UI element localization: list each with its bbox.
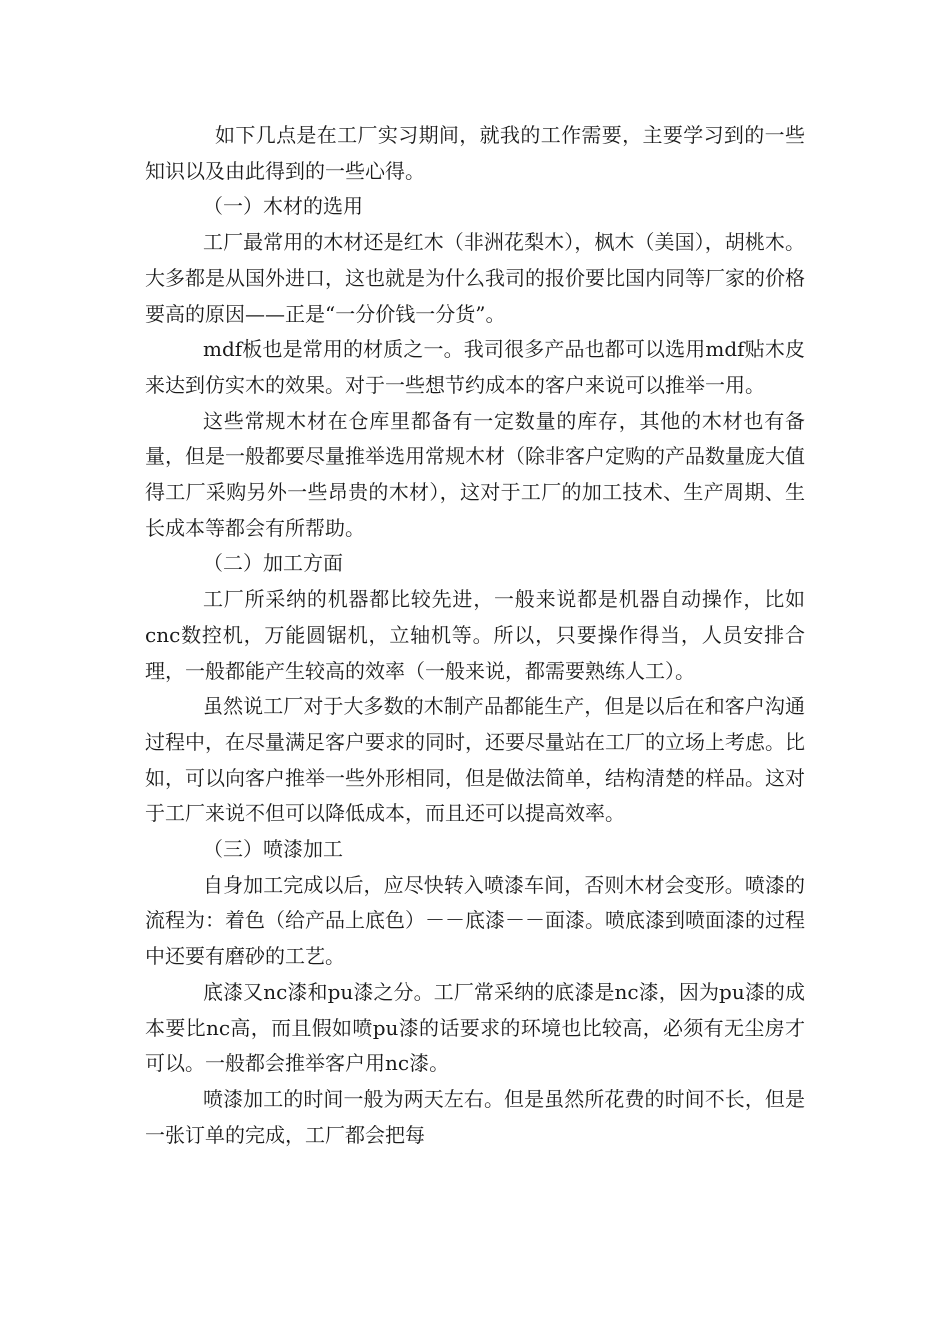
- section-heading-painting: （三）喷漆加工: [203, 837, 343, 862]
- paragraph-paint-process: 自身加工完成以后，应尽快转入喷漆车间，否则木材会变形。喷漆的流程为：着色（给产品上底色）－－底漆－－面漆。喷底漆到喷面漆的过程中还要有磨砂的工艺。: [145, 872, 805, 969]
- section-heading-processing: （二）加工方面: [203, 551, 343, 576]
- paragraph-primer-types: 底漆又nc漆和pu漆之分。工厂常采纳的底漆是nc漆，因为pu漆的成本要比nc高，而且假如喷pu漆的话要求的环境也比较高，必须有无尘房才可以。一般都会推举客户用nc漆。: [145, 979, 805, 1076]
- paragraph-common-woods: 工厂最常用的木材还是红木（非洲花梨木），枫木（美国），胡桃木。大多都是从国外进口，这也就是为什么我司的报价要比国内同等厂家的价格要高的原因——正是“一分价钱一分货”。: [145, 230, 805, 326]
- paragraph-machines: 工厂所采纳的机器都比较先进，一般来说都是机器自动操作，比如cnc数控机，万能圆锯机，立轴机等。所以，只要操作得当，人员安排合理，一般都能产生较高的效率（一般来说，都需要熟练人工）。: [145, 587, 805, 683]
- section-heading-wood-selection: （一）木材的选用: [203, 194, 363, 219]
- paragraph-inventory: 这些常规木材在仓库里都备有一定数量的库存，其他的木材也有备量，但是一般都要尽量推举选用常规木材（除非客户定购的产品数量庞大值得工厂采购另外一些昂贵的木材），这对于工厂的加工技术、生产周期、生长成本等都会有所帮助。: [145, 408, 805, 540]
- paragraph-customer-communication: 虽然说工厂对于大多数的木制产品都能生产，但是以后在和客户沟通过程中，在尽量满足客户要求的同时，还要尽量站在工厂的立场上考虑。比如，可以向客户推举一些外形相同，但是做法简单，结构清楚的样品。这对于工厂来说不但可以降低成本，而且还可以提高效率。: [145, 694, 805, 826]
- intro-paragraph: 如下几点是在工厂实习期间，就我的工作需要，主要学习到的一些知识以及由此得到的一些心得。: [145, 123, 805, 183]
- document-body: [145, 118, 805, 1153]
- paragraph-mdf: mdf板也是常用的材质之一。我司很多产品也都可以选用mdf贴木皮来达到仿实木的效果。对于一些想节约成本的客户来说可以推举一用。: [145, 337, 805, 397]
- paragraph-paint-time: 喷漆加工的时间一般为两天左右。但是虽然所花费的时间不长，但是一张订单的完成，工厂都会把每: [145, 1086, 805, 1147]
